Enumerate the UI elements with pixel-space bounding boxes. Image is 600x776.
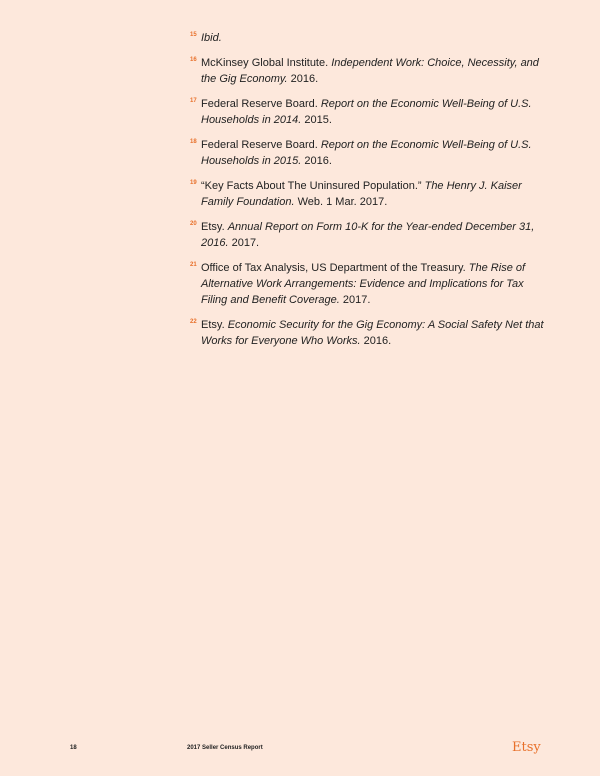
endnote-text: Web. 1 Mar. 2017.: [294, 196, 388, 208]
endnote-number: 17: [190, 98, 197, 104]
endnote-text: 2016.: [360, 335, 392, 347]
endnote-title: Report on the Economic Well-Being of U.S. Households in 2015.: [201, 139, 532, 167]
endnote: [190, 30, 550, 46]
endnote-text: 2017.: [228, 237, 260, 249]
page-footer: [0, 740, 600, 758]
endnote-number: 19: [190, 180, 197, 186]
endnote-text: “Key Facts About The Uninsured Population.”: [201, 180, 425, 192]
endnote-title: Ibid.: [201, 32, 222, 44]
endnote-number: 21: [190, 262, 197, 268]
endnote: [190, 178, 550, 210]
endnote-title: Report on the Economic Well-Being of U.S. Households in 2014.: [201, 98, 532, 126]
endnote-number: 15: [190, 32, 197, 38]
endnote: [190, 137, 550, 169]
page-number: 18: [70, 745, 77, 751]
endnote-number: 20: [190, 221, 197, 227]
endnote-text: Federal Reserve Board.: [201, 139, 321, 151]
endnote: [190, 317, 550, 349]
report-title: 2017 Seller Census Report: [187, 745, 263, 751]
endnote-number: 22: [190, 319, 197, 325]
endnote-text: Etsy.: [201, 319, 228, 331]
endnote: [190, 55, 550, 87]
endnotes-list: [190, 30, 550, 358]
endnote-title: Economic Security for the Gig Economy: A Social Safety Net that Works for Everyone Who Works.: [201, 319, 544, 347]
endnote: [190, 219, 550, 251]
endnote-title: Annual Report on Form 10-K for the Year-ended December 31, 2016.: [201, 221, 535, 249]
endnote: [190, 260, 550, 308]
endnote-text: Etsy.: [201, 221, 228, 233]
endnote: [190, 96, 550, 128]
endnote-text: 2015.: [301, 114, 332, 126]
endnote-number: 18: [190, 139, 197, 145]
endnote-text: Federal Reserve Board.: [201, 98, 321, 110]
endnote-text: McKinsey Global Institute.: [201, 57, 332, 69]
endnote-title: The Henry J. Kaiser Family Foundation.: [201, 180, 522, 208]
endnote-text: 2017.: [339, 294, 371, 306]
endnote-title: The Rise of Alternative Work Arrangements: Evidence and Implications for Tax Filing and Benefit Coverage.: [201, 262, 526, 306]
etsy-logo: Etsy: [512, 740, 541, 755]
endnote-text: Office of Tax Analysis, US Department of the Treasury.: [201, 262, 469, 274]
endnote-title: Independent Work: Choice, Necessity, and the Gig Economy.: [201, 57, 539, 85]
endnote-text: 2016.: [301, 155, 332, 167]
endnote-number: 16: [190, 57, 197, 63]
endnote-text: 2016.: [287, 73, 319, 85]
